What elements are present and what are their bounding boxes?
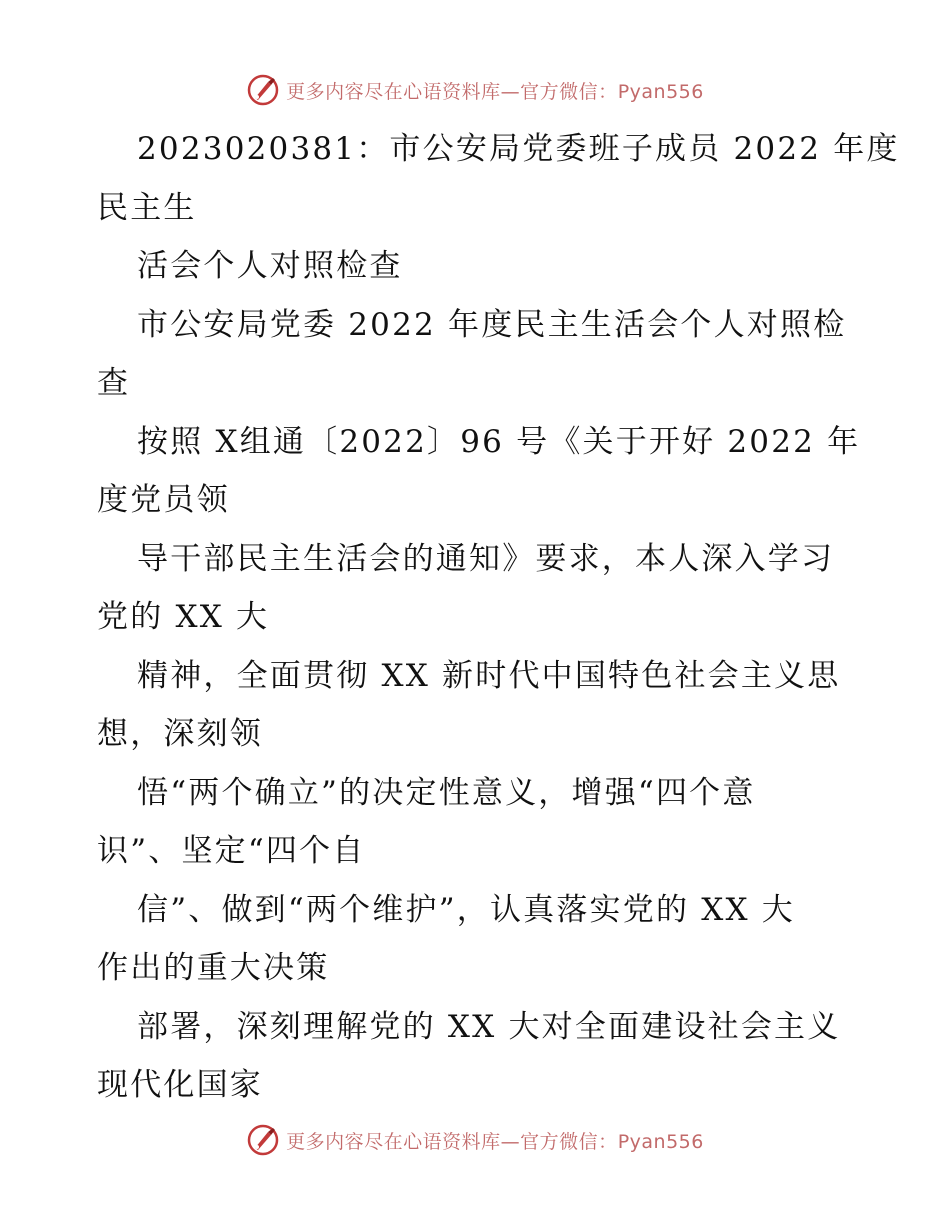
body-text-line: 市公安局党委 2022 年度民主生活会个人对照检 <box>137 306 847 343</box>
body-text-line: 精神，全面贯彻 XX 新时代中国特色社会主义思 <box>137 657 841 694</box>
body-text-line: 民主生 <box>97 189 197 226</box>
body-text-line: 导干部民主生活会的通知》要求，本人深入学习 <box>137 540 835 577</box>
body-text-line: 活会个人对照检查 <box>137 248 403 284</box>
quill-logo-icon <box>246 73 280 107</box>
quill-logo-icon <box>246 1123 280 1157</box>
document-body <box>97 120 900 1115</box>
footer-separator: — <box>500 1130 521 1153</box>
body-text-line: 党的 XX 大 <box>97 599 270 635</box>
footer-banner-text <box>286 1127 704 1154</box>
body-text-line: 想，深刻领 <box>97 716 263 752</box>
body-text-line: 部署，深刻理解党的 XX 大对全面建设社会主义 <box>137 1008 841 1045</box>
body-text-line: 识”、坚定“四个自 <box>97 833 366 869</box>
header-banner <box>0 70 950 110</box>
header-wechat-id: Pyan556 <box>617 80 704 103</box>
header-wechat-label: 官方微信： <box>520 80 618 103</box>
footer-banner <box>0 1120 950 1160</box>
header-separator: — <box>500 80 521 103</box>
body-text-line: 信”、做到“两个维护”，认真落实党的 XX 大 <box>137 891 795 928</box>
body-text-line: 悟“两个确立”的决定性意义，增强“四个意 <box>137 774 756 811</box>
body-text-line: 现代化国家 <box>97 1067 263 1103</box>
header-site-name: 更多内容尽在心语资料库 <box>286 80 501 103</box>
footer-wechat-label: 官方微信： <box>520 1130 618 1153</box>
body-text-line: 查 <box>97 365 131 401</box>
body-text-line: 2023020381：市公安局党委班子成员 2022 年度 <box>137 131 900 167</box>
body-text-line: 作出的重大决策 <box>97 950 330 986</box>
footer-site-name: 更多内容尽在心语资料库 <box>286 1130 501 1153</box>
body-text-line: 按照 X组通〔2022〕96 号《关于开好 2022 年 <box>137 423 861 460</box>
header-banner-text <box>286 77 704 104</box>
footer-wechat-id: Pyan556 <box>617 1130 704 1153</box>
body-text-line: 度党员领 <box>97 482 230 518</box>
